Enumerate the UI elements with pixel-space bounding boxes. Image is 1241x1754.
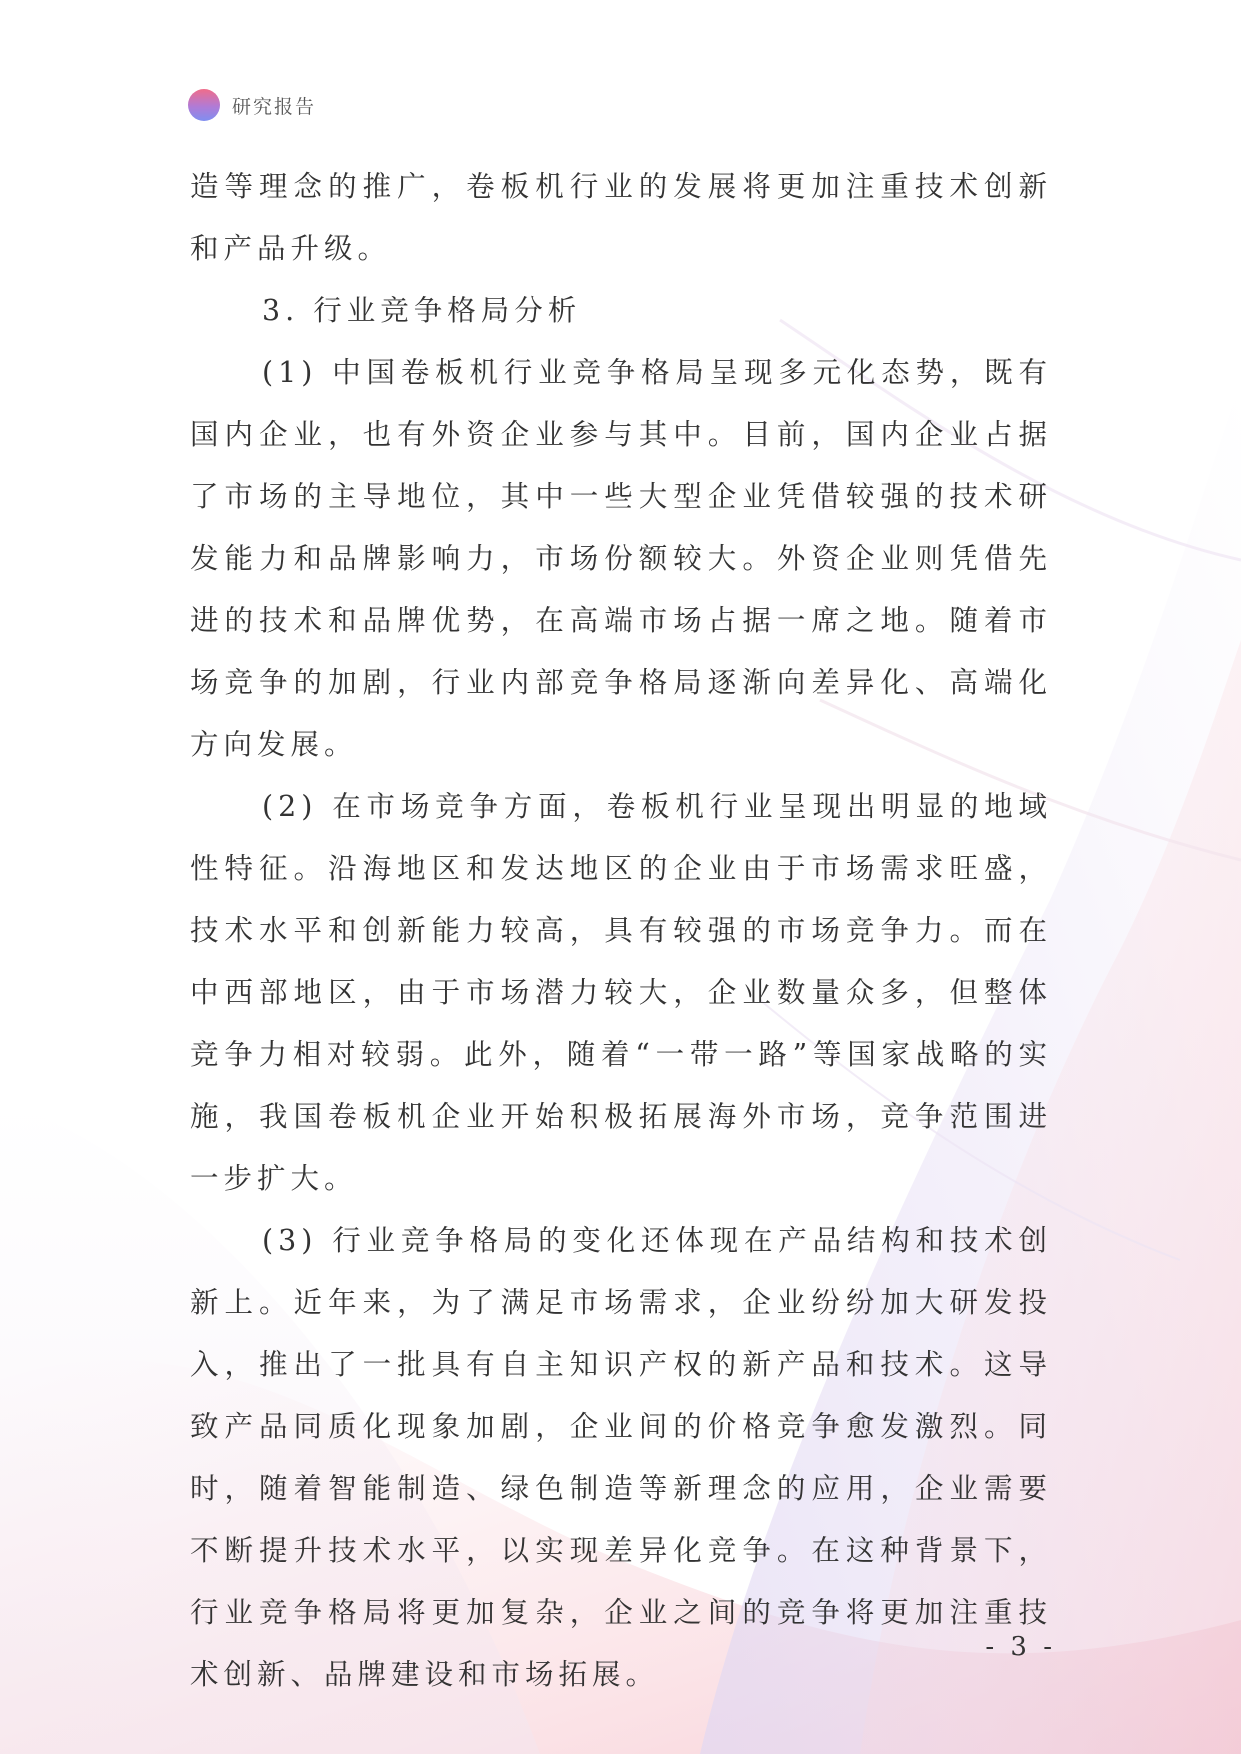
gradient-circle-logo-icon [188,89,220,121]
page-number: - 3 - [985,1632,1056,1662]
paragraph-3: (3) 行业竞争格局的变化还体现在产品结构和技术创新上。近年来，为了满足市场需求，企业纷纷加大研发投入，推出了一批具有自主知识产权的新产品和技术。这导致产品同质化现象加剧，企业间的价格竞争愈发激烈。同时，随着智能制造、绿色制造等新理念的应用，企业需要不断提升技术水平，以实现差异化竞争。在这种背景下，行业竞争格局将更加复杂，企业之间的竞争将更加注重技术创新、品牌建设和市场拓展。 [190,1224,1052,1691]
header-title: 研究报告 [232,95,317,118]
paragraph-continuation: 造等理念的推广，卷板机行业的发展将更加注重技术创新和产品升级。 [190,170,1052,265]
paragraph-1: (1) 中国卷板机行业竞争格局呈现多元化态势，既有国内企业，也有外资企业参与其中。目前，国内企业占据了市场的主导地位，其中一些大型企业凭借较强的技术研发能力和品牌影响力，市场份额较大。外资企业则凭借先进的技术和品牌优势，在高端市场占据一席之地。随着市场竞争的加剧，行业内部竞争格局逐渐向差异化、高端化方向发展。 [190,356,1052,761]
document-body [190,156,1052,1706]
page-header [188,88,316,122]
paragraph-2: (2) 在市场竞争方面，卷板机行业呈现出明显的地域性特征。沿海地区和发达地区的企业由于市场需求旺盛，技术水平和创新能力较高，具有较强的市场竞争力。而在中西部地区，由于市场潜力较大，企业数量众多，但整体竞争力相对较弱。此外，随着“一带一路”等国家战略的实施，我国卷板机企业开始积极拓展海外市场，竞争范围进一步扩大。 [190,790,1052,1195]
section-heading: 3. 行业竞争格局分析 [262,294,582,327]
